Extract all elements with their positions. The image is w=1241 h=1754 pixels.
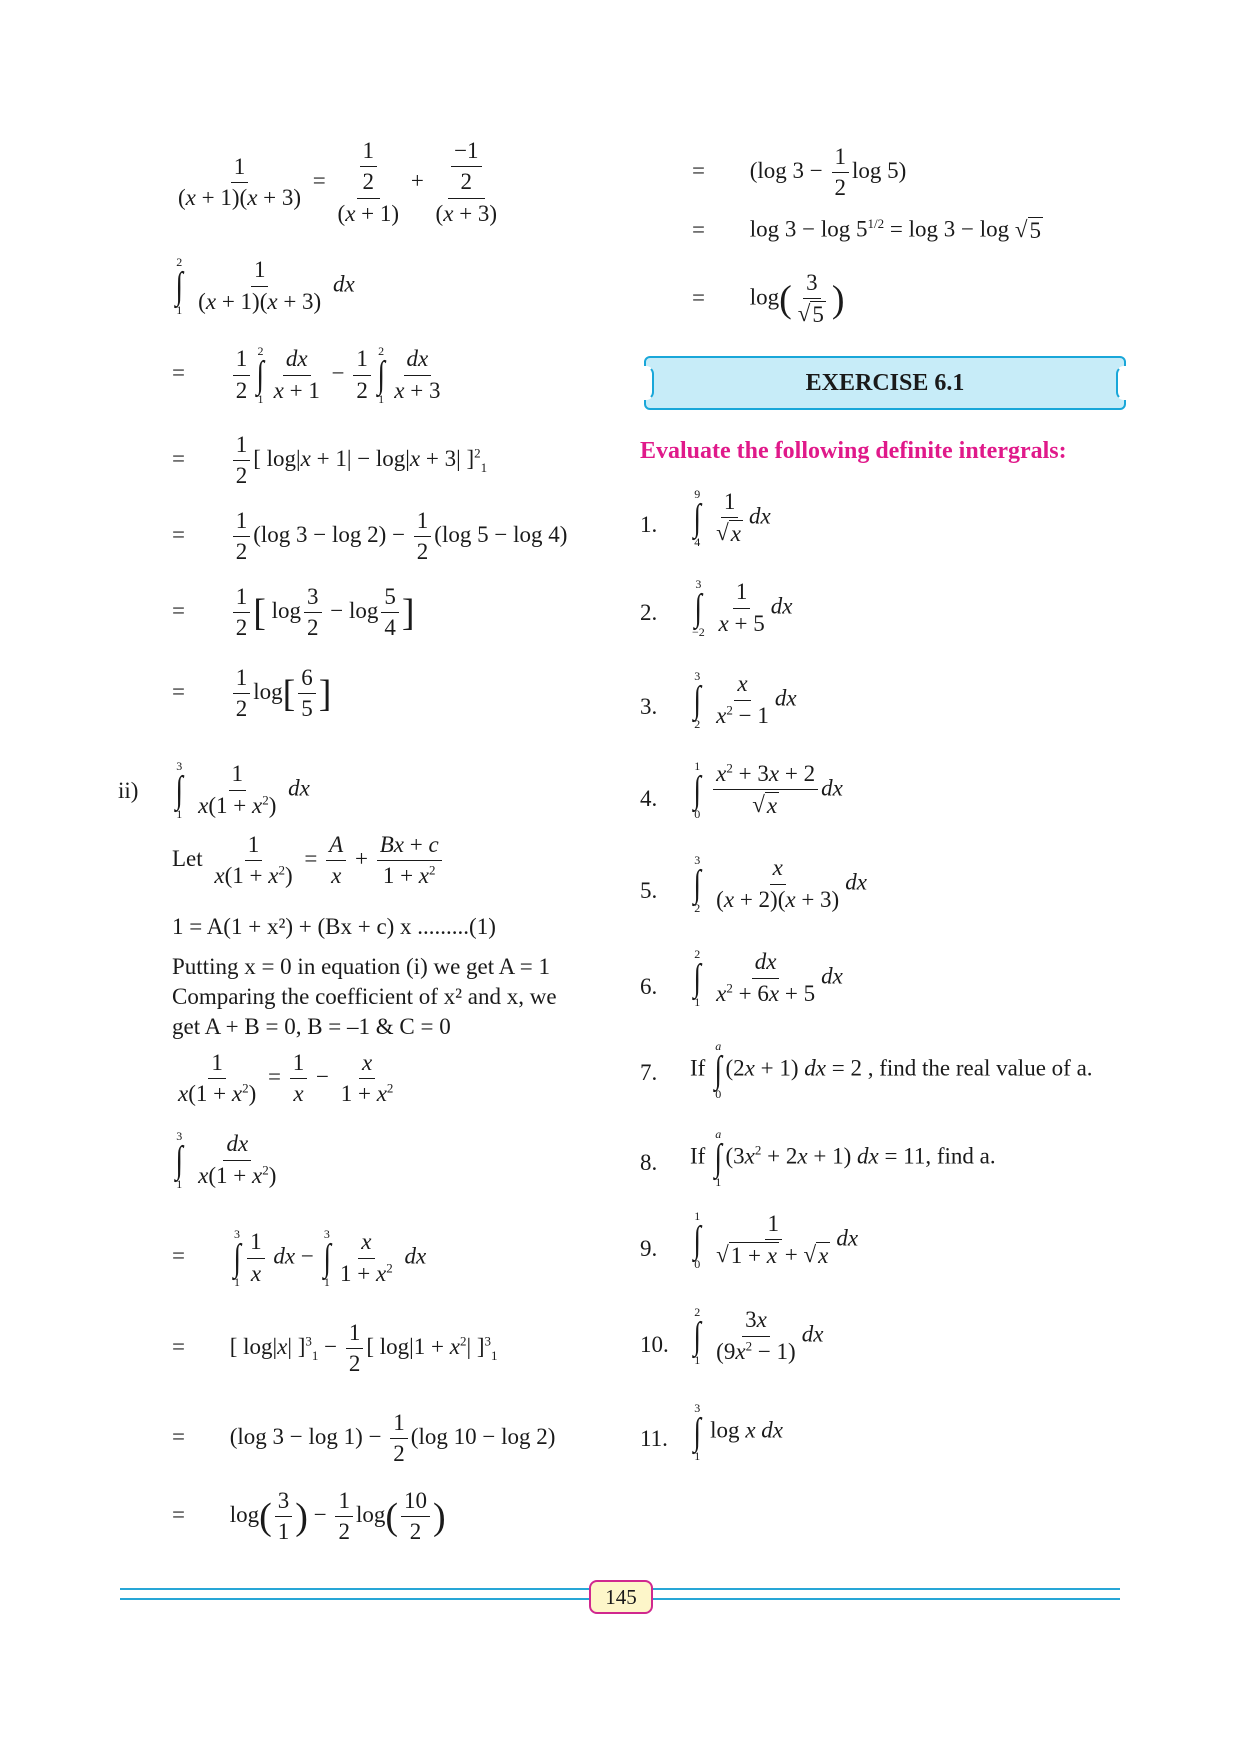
question-number: 8. (640, 1150, 658, 1175)
step-2: = $\frac{1}{2}$ [ log|x + 1| − log|x + 3| ]$^2_1$ (172, 432, 488, 489)
exercise-heading: Evaluate the following definite intergrals: (640, 438, 1067, 464)
putting-text: Putting x = 0 in equation (i) we get A = 1 (172, 954, 550, 979)
right-step-2: = $\log 3 - \log 5^{1/2} = \log 3 - \log$ √ 5 (692, 216, 1041, 243)
question-7: If a ∫ 0 (2x + 1) dx = 2 , find the real value of a. (690, 1039, 1093, 1102)
question-number: 2. (640, 600, 658, 625)
question-number: 11. (640, 1426, 668, 1451)
question-number: 5. (640, 878, 658, 903)
step-9: = log( $\frac{3}{1}$ ) − $\frac{1}{2}$ log( $\frac{10}{2}$ ) (172, 1488, 446, 1545)
question-5: 3 ∫ 2 $\frac{x}{(x + 2)(x + 3)}$ dx (693, 853, 867, 916)
question-6: 2 ∫ 1 $\frac{dx}{x^2 + 6x + 5}$ dx (693, 947, 843, 1010)
let-word: Let (172, 846, 203, 872)
question-number: 6. (640, 974, 658, 999)
question-2: 3 ∫ −2 $\frac{1}{x + 5}$ dx (692, 577, 793, 640)
page-number: 145 (605, 1584, 637, 1609)
question-number: 9. (640, 1236, 658, 1261)
question-8-text: , find a. (925, 1143, 996, 1169)
equation-ref: 1 = A(1 + x²) + (Bx + c) x .........(1) (172, 914, 496, 939)
step-6: = 3 ∫ 1 $\frac{1}{x}$ dx − 3 ∫ 1 $\frac{x}{1 + x^2}$ dx (172, 1227, 427, 1290)
question-number: 4. (640, 786, 658, 811)
question-1: 9 ∫ 4 1 √ x dx (693, 487, 771, 550)
decomposition-line: $\frac{1}{x(1 + x^2)}$ = $\frac{1}{x}$ − $\frac{x}{1 + x^2}$ (178, 1050, 394, 1107)
question-number: 10. (640, 1332, 669, 1357)
question-3: 3 ∫ 2 $\frac{x}{x^2 - 1}$ dx (693, 669, 797, 732)
step-1: = $\frac{1}{2}$ 2 ∫ 1 $\frac{dx}{x + 1}$ − $\frac{1}{2}$ 2 ∫ 1 $\frac{dx}{x + 3}$ (172, 344, 441, 407)
page-number-badge (589, 1580, 653, 1614)
exercise-title: EXERCISE 6.1 (805, 369, 965, 396)
integral-line-3: 3 ∫ 1 $\frac{dx}{x(1 + x^2)}$ (175, 1129, 277, 1192)
exercise-banner (644, 356, 1126, 410)
if-word: If (690, 1055, 706, 1081)
question-number: 7. (640, 1060, 658, 1085)
integral-line-2: 3 ∫ 1 $\frac{1}{x(1 + x^2)}$ dx (175, 759, 310, 822)
if-word: If (690, 1143, 706, 1169)
question-7-text: , find the real value of a. (867, 1055, 1093, 1081)
question-9: 1 ∫ 0 1 √ 1 + x + √ x dx (693, 1209, 859, 1272)
integral-line-1: 2 ∫ 1 $\frac{1}{(x + 1)(x + 3)}$ dx (175, 255, 355, 318)
step-4: = $\frac{1}{2}$ [ log $\frac{3}{2}$ − log $\frac{5}{4}$ ] (172, 584, 415, 641)
step-7: = [ log|x| ]$^3_1$ − $\frac{1}{2}$ [ $\log|1 + x^2|$ ]$^3_1$ (172, 1320, 498, 1377)
question-8: If a ∫ 1 $(3x^2 + 2x + 1)$ dx = 11, find a. (690, 1127, 996, 1190)
let-line: Let $\frac{1}{x(1 + x^2)}$ = $\frac{A}{x}$ + $\frac{Bx + c}{1 + x^2}$ (172, 832, 445, 890)
question-number: 3. (640, 694, 658, 719)
question-number: 1. (640, 512, 658, 537)
comparing-text-1: Comparing the coefficient of x² and x, we (172, 984, 557, 1009)
part-label: ii) (118, 778, 139, 803)
right-step-1: = (log 3 − $\frac{1}{2}$ log 5) (692, 144, 907, 201)
question-4: 1 ∫ 0 $x^2 + 3x + 2$ √ x dx (693, 759, 843, 822)
comparing-text-2: get A + B = 0, B = –1 & C = 0 (172, 1014, 451, 1039)
step-5: = $\frac{1}{2}$ log[ $\frac{6}{5}$ ] (172, 665, 332, 722)
right-step-3: = log( 3 √ 5 ) (692, 270, 845, 328)
step-3: = $\frac{1}{2}$ (log 3 − log 2) − $\frac{1}{2}$ (log 5 − log 4) (172, 508, 568, 565)
question-11: 3 ∫ 1 log x dx (693, 1401, 783, 1464)
partial-fraction-line-1: $\frac{1}{(x + 1)(x + 3)}$ = $\frac{\frac{1}{2}}{(x + 1)}$ + $\frac{\frac{-1}{2}}{(x + 3)}$ (178, 138, 498, 226)
step-8: = (log 3 − log 1) − $\frac{1}{2}$ (log 10 − log 2) (172, 1410, 556, 1467)
question-10: 2 ∫ 1 $\frac{3x}{(9x^2 - 1)}$ dx (693, 1305, 824, 1368)
